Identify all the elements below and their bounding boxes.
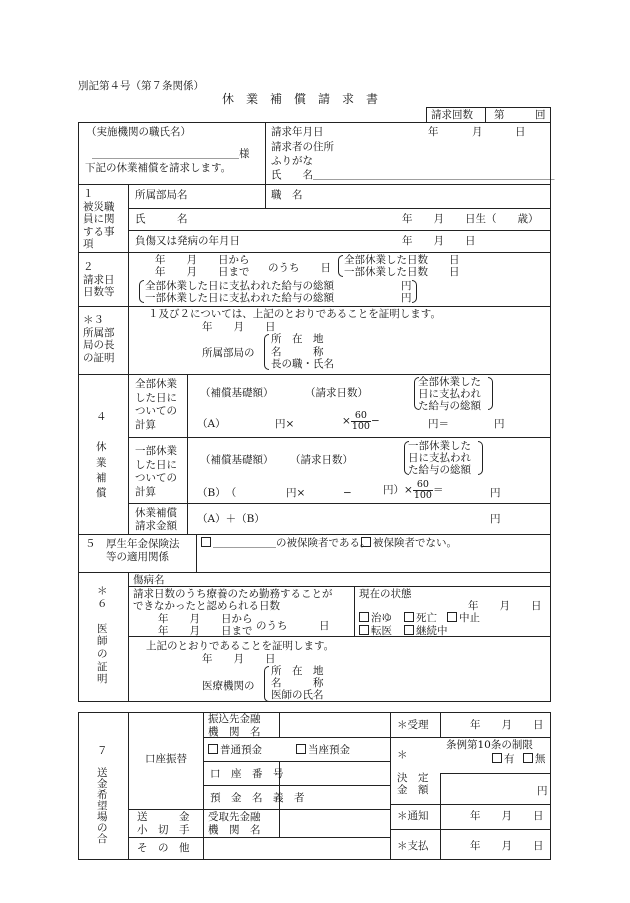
stopped-text: 中止 — [459, 612, 480, 624]
minus-mark: − — [343, 487, 352, 499]
injury-date-label: 負傷又は発病の年月日 — [135, 235, 240, 247]
accepted-label: ＊受理 — [397, 719, 429, 731]
request-days-label: （請求日数） — [305, 387, 368, 399]
request-count-unit: 回 — [535, 109, 546, 121]
calc-b-label: （B） （ — [197, 487, 237, 499]
part-rest-days: 一部休業した日数 日 — [344, 266, 460, 278]
injury-date-value: 年 月 日 — [402, 235, 476, 247]
stopped-checkbox[interactable] — [447, 612, 457, 622]
agency-label: （実施機関の職氏名） — [86, 126, 191, 138]
form-title: 休 業 補 償 請 求 書 — [222, 92, 379, 106]
current-deposit-checkbox[interactable] — [296, 744, 306, 754]
section-4-label: ４ 休 業 補 償 — [96, 411, 107, 500]
receiving-bank-label: 受取先金融 機 関 名 — [208, 811, 261, 836]
cured-text: 治ゆ — [371, 612, 392, 624]
institution-address-label: 所 在 地 — [271, 665, 324, 677]
institution-name-label: 名 称 — [271, 677, 324, 689]
request-count-label: 請求回数 — [431, 109, 473, 121]
insured-text: ＿＿＿＿＿＿の被保険者である。 — [213, 537, 371, 549]
state-continuing[interactable] — [404, 625, 448, 637]
medical-from: 年 月 日から — [158, 613, 253, 625]
medical-days-question-2: できなかったと認められる日数 — [133, 600, 280, 612]
account-holder-label: 預 金 名 義 者 — [210, 792, 305, 804]
payment-label: ＊支払 — [397, 840, 429, 852]
section-2-label: ２ 請求日 日数等 — [83, 261, 115, 299]
period-from: 年 月 日から — [155, 254, 250, 266]
normal-deposit-option[interactable] — [208, 744, 262, 756]
dept-address-label: 所 在 地 — [271, 333, 324, 345]
limit-no-option[interactable] — [523, 753, 546, 765]
dead-checkbox[interactable] — [404, 612, 414, 622]
medical-days-question-1: 請求日数のうち療養のため勤務することが — [133, 588, 333, 600]
days-within: のうち 日 — [268, 262, 331, 274]
not-insured-checkbox[interactable] — [361, 537, 371, 547]
dept-cert-statement: １及び２については、上記のとおりであることを証明します。 — [148, 308, 441, 320]
yen-mark: 円 — [401, 292, 412, 304]
claimant-name-line[interactable]: ＿＿＿＿＿＿＿＿＿＿＿＿＿＿＿＿＿＿＿＿＿＿＿ — [313, 169, 555, 181]
request-days-label: （請求日数） — [290, 454, 353, 466]
continuing-text: 継続中 — [416, 625, 448, 637]
times-mark: 円× — [286, 487, 306, 499]
notice-label: ＊通知 — [397, 810, 429, 822]
claimant-name-label: 氏 名 — [271, 169, 313, 181]
dept-name-label: 所属部局名 — [135, 189, 188, 201]
base-amount-label: （補償基礎額） — [200, 387, 274, 399]
ratio-b — [383, 480, 443, 500]
request-statement: 下記の休業補償を請求します。 — [85, 162, 232, 174]
section-7-label: ７ 送 金 希 望 場 の 合 — [97, 745, 108, 846]
part-rest-paid: 一部休業した日に支払われた給与の総額 — [145, 292, 334, 304]
section-1-label: １ 被災職 員に関 する事 項 — [83, 188, 115, 251]
part-rest-paid-total: 一部休業した 日に支払われ た給与の総額 — [408, 440, 471, 477]
furigana-label: ふりがな — [271, 155, 313, 167]
request-date-label: 請求年月日 — [271, 126, 324, 138]
period-to: 年 月 日まで — [155, 266, 250, 278]
full-rest-days: 全部休業した日数 日 — [344, 254, 460, 266]
address-label: 請求者の住所 — [271, 141, 334, 153]
section-3-label: ＊３ 所属部 局の長 の証明 — [83, 314, 115, 364]
medical-days-within: のうち 日 — [256, 620, 330, 632]
form-reference: 別記第４号（第７条関係） — [78, 80, 204, 92]
state-transfer[interactable] — [359, 625, 392, 637]
normal-deposit-text: 普通預金 — [220, 744, 262, 756]
current-deposit-option[interactable] — [296, 744, 350, 756]
accepted-date: 年 月 日 — [470, 719, 544, 731]
notice-date: 年 月 日 — [470, 810, 544, 822]
not-insured-option[interactable] — [361, 537, 457, 549]
account-transfer-label: 口座振替 — [145, 753, 187, 765]
full-rest-calc-label: 全部休業 した日に ついての 計算 — [135, 378, 177, 431]
limit-yes-checkbox[interactable] — [492, 753, 502, 763]
fraction-denominator: 100 — [351, 420, 370, 432]
total-formula: （A）＋（B） — [197, 513, 265, 525]
cured-checkbox[interactable] — [359, 612, 369, 622]
dept-name-cert-label: 名 称 — [271, 346, 324, 358]
state-dead[interactable] — [404, 612, 437, 624]
transfer-text: 転医 — [371, 625, 392, 637]
minus-mark: − — [370, 415, 380, 427]
not-insured-text: 被保険者でない。 — [373, 537, 457, 549]
disease-name-label: 傷病名 — [133, 574, 165, 586]
normal-deposit-checkbox[interactable] — [208, 744, 218, 754]
birth-date-label: 年 月 日生（ 歳） — [402, 213, 539, 225]
part-rest-calc-label: 一部休業 した日に ついての 計算 — [135, 445, 177, 498]
full-rest-paid-total: 全部休業した 日に支払われ た給与の総額 — [418, 376, 481, 413]
section-5-label: ５ 厚生年金保険法 等の適用関係 — [85, 538, 180, 564]
insured-checkbox[interactable] — [201, 537, 211, 547]
institution-of-label: 医療機関の — [202, 680, 255, 692]
full-rest-paid: 全部休業した日に支払われた給与の総額 — [145, 280, 334, 292]
other-label: そ の 他 — [137, 842, 190, 854]
yen-mark: 円 — [490, 487, 501, 499]
fraction-numerator: 60 — [413, 480, 433, 491]
dept-cert-date: 年 月 日 — [202, 321, 276, 333]
doctor-cert-statement: 上記のとおりであることを証明します。 — [146, 640, 335, 652]
dead-text: 死亡 — [416, 612, 437, 624]
decided-amount-yen: 円 — [537, 785, 548, 797]
limit-label: 条例第10条の制限 — [446, 739, 533, 751]
addressee-line[interactable]: ＿＿＿＿＿＿＿＿＿＿＿＿＿＿様 — [92, 148, 250, 160]
state-cured[interactable] — [359, 612, 392, 624]
request-count-no: 第 — [494, 109, 505, 121]
equals-mark: ＝ — [432, 484, 444, 496]
calc-a-label: （A） — [197, 418, 226, 430]
continuing-checkbox[interactable] — [404, 625, 414, 635]
yen-mark: 円 — [494, 418, 505, 430]
dept-chief-label: 長の職・氏名 — [271, 358, 334, 370]
year-mark: 年 — [428, 126, 439, 138]
decided-amount-label: ＊ 決 定 金 額 — [397, 749, 429, 796]
post-label: 職 名 — [271, 189, 303, 201]
total-amount-label: 休業補償 請求金額 — [135, 507, 177, 533]
equals-mark: 円＝ — [428, 418, 449, 430]
medical-to: 年 月 日まで — [158, 625, 253, 637]
remittance-check-label: 送 金 小 切 手 — [137, 811, 190, 836]
state-stopped[interactable] — [447, 612, 480, 624]
limit-yes-option[interactable] — [492, 753, 515, 765]
payment-date: 年 月 日 — [470, 840, 544, 852]
limit-no-checkbox[interactable] — [523, 753, 533, 763]
limit-yes-text: 有 — [504, 753, 515, 765]
doctor-name-label: 医師の氏名 — [271, 689, 324, 701]
account-number-label: 口 座 番 号 — [210, 768, 284, 780]
day-mark: 日 — [515, 126, 526, 138]
current-state-date: 年 月 日 — [468, 600, 542, 612]
times-mark: 円× — [275, 418, 295, 430]
dept-of-label: 所属部局の — [202, 347, 255, 359]
insured-option[interactable] — [201, 537, 371, 549]
current-deposit-text: 当座預金 — [308, 744, 350, 756]
fraction-numerator: 60 — [351, 411, 371, 422]
yen-mark: 円 — [401, 280, 412, 292]
base-amount-label: （補償基礎額） — [200, 454, 274, 466]
month-mark: 月 — [472, 126, 483, 138]
yen-mark: 円 — [490, 513, 501, 525]
limit-no-text: 無 — [535, 753, 546, 765]
bank-name-label: 振込先金融 機 関 名 — [208, 713, 261, 738]
fraction-denominator: 100 — [413, 489, 432, 501]
section-6-label: ＊ ６ 医 師 の 証 明 — [97, 585, 108, 686]
close-times: 円）× — [383, 484, 413, 496]
current-state-label: 現在の状態 — [359, 588, 412, 600]
ratio-a: × $\frac{60}{100}$ − — [342, 410, 380, 432]
doctor-cert-date: 年 月 日 — [202, 653, 276, 665]
transfer-checkbox[interactable] — [359, 625, 369, 635]
victim-name-label: 氏 名 — [135, 213, 188, 225]
